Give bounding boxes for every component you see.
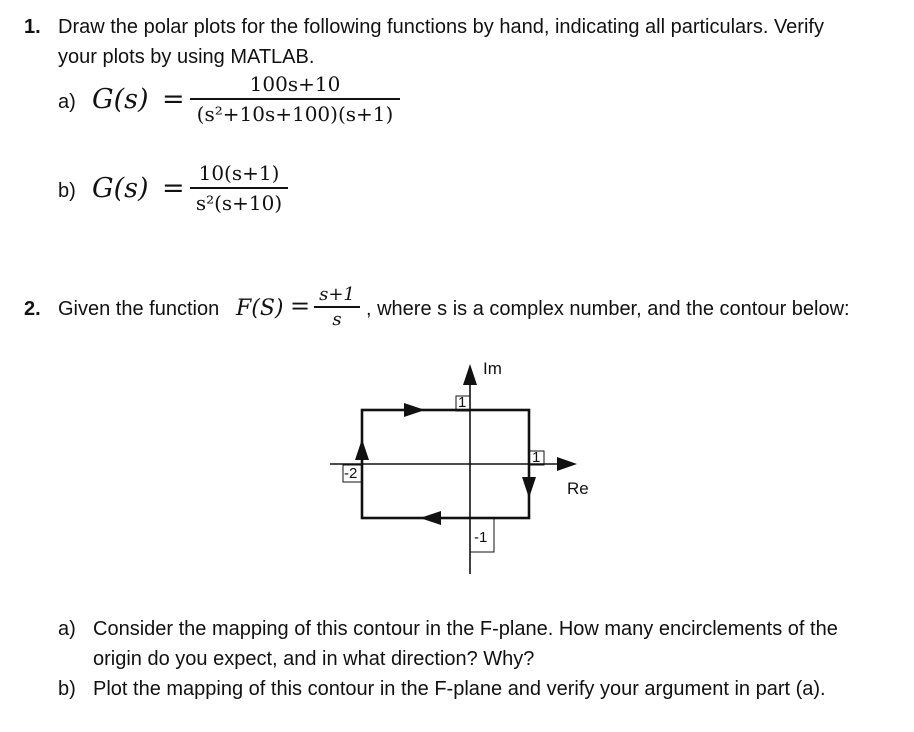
q1b-label: b) [58, 180, 76, 202]
q2a-text-line1: Consider the mapping of this contour in the F-plane. How many encirclements of the [93, 618, 838, 640]
q1-number: 1. [24, 16, 41, 38]
contour-arrow-right [522, 477, 536, 498]
tick-label-im-neg: -1 [474, 529, 488, 546]
q1b-lhs: G(s) [92, 173, 149, 204]
q2-prefix: Given the function [58, 298, 220, 320]
q1b-equals: = [162, 173, 185, 204]
q2-numerator: s+1 [319, 284, 355, 305]
q2-lhs: F(S) [236, 296, 284, 321]
q2a-text-line2: origin do you expect, and in what direction? Why? [93, 648, 535, 670]
q1b-denominator: s²(s+10) [195, 190, 283, 215]
contour-arrow-left [355, 439, 369, 460]
q1a-equals: = [162, 84, 185, 115]
q2-denominator: s [332, 308, 342, 330]
real-axis-arrow [557, 457, 577, 471]
tick-label-re-pos: 1 [532, 449, 541, 466]
tick-label-re-neg: -2 [344, 465, 358, 482]
im-axis-label: Im [483, 359, 502, 378]
q2-equals: = [290, 292, 311, 320]
q1a-numerator: 100s+10 [249, 72, 341, 96]
contour-arrow-top [404, 403, 425, 417]
imaginary-axis-arrow [463, 364, 477, 385]
q2-number: 2. [24, 298, 41, 320]
q2a-label: a) [58, 618, 76, 640]
q2b-label: b) [58, 678, 76, 700]
q1-text-line1: Draw the polar plots for the following functions by hand, indicating all particulars. Verify [58, 16, 824, 38]
q1b-numerator: 10(s+1) [198, 161, 280, 185]
re-axis-label: Re [567, 479, 589, 498]
q1a-lhs: G(s) [92, 84, 149, 115]
tick-label-im-pos: 1 [458, 394, 467, 411]
q1a-denominator: (s²+10s+100)(s+1) [196, 101, 394, 126]
contour-arrow-bottom [420, 511, 441, 525]
q2-suffix: , where s is a complex number, and the contour below: [366, 298, 850, 320]
q1a-label: a) [58, 91, 76, 113]
q1-text-line2: your plots by using MATLAB. [58, 46, 315, 68]
q2b-text: Plot the mapping of this contour in the F-plane and verify your argument in part (a). [93, 678, 826, 700]
